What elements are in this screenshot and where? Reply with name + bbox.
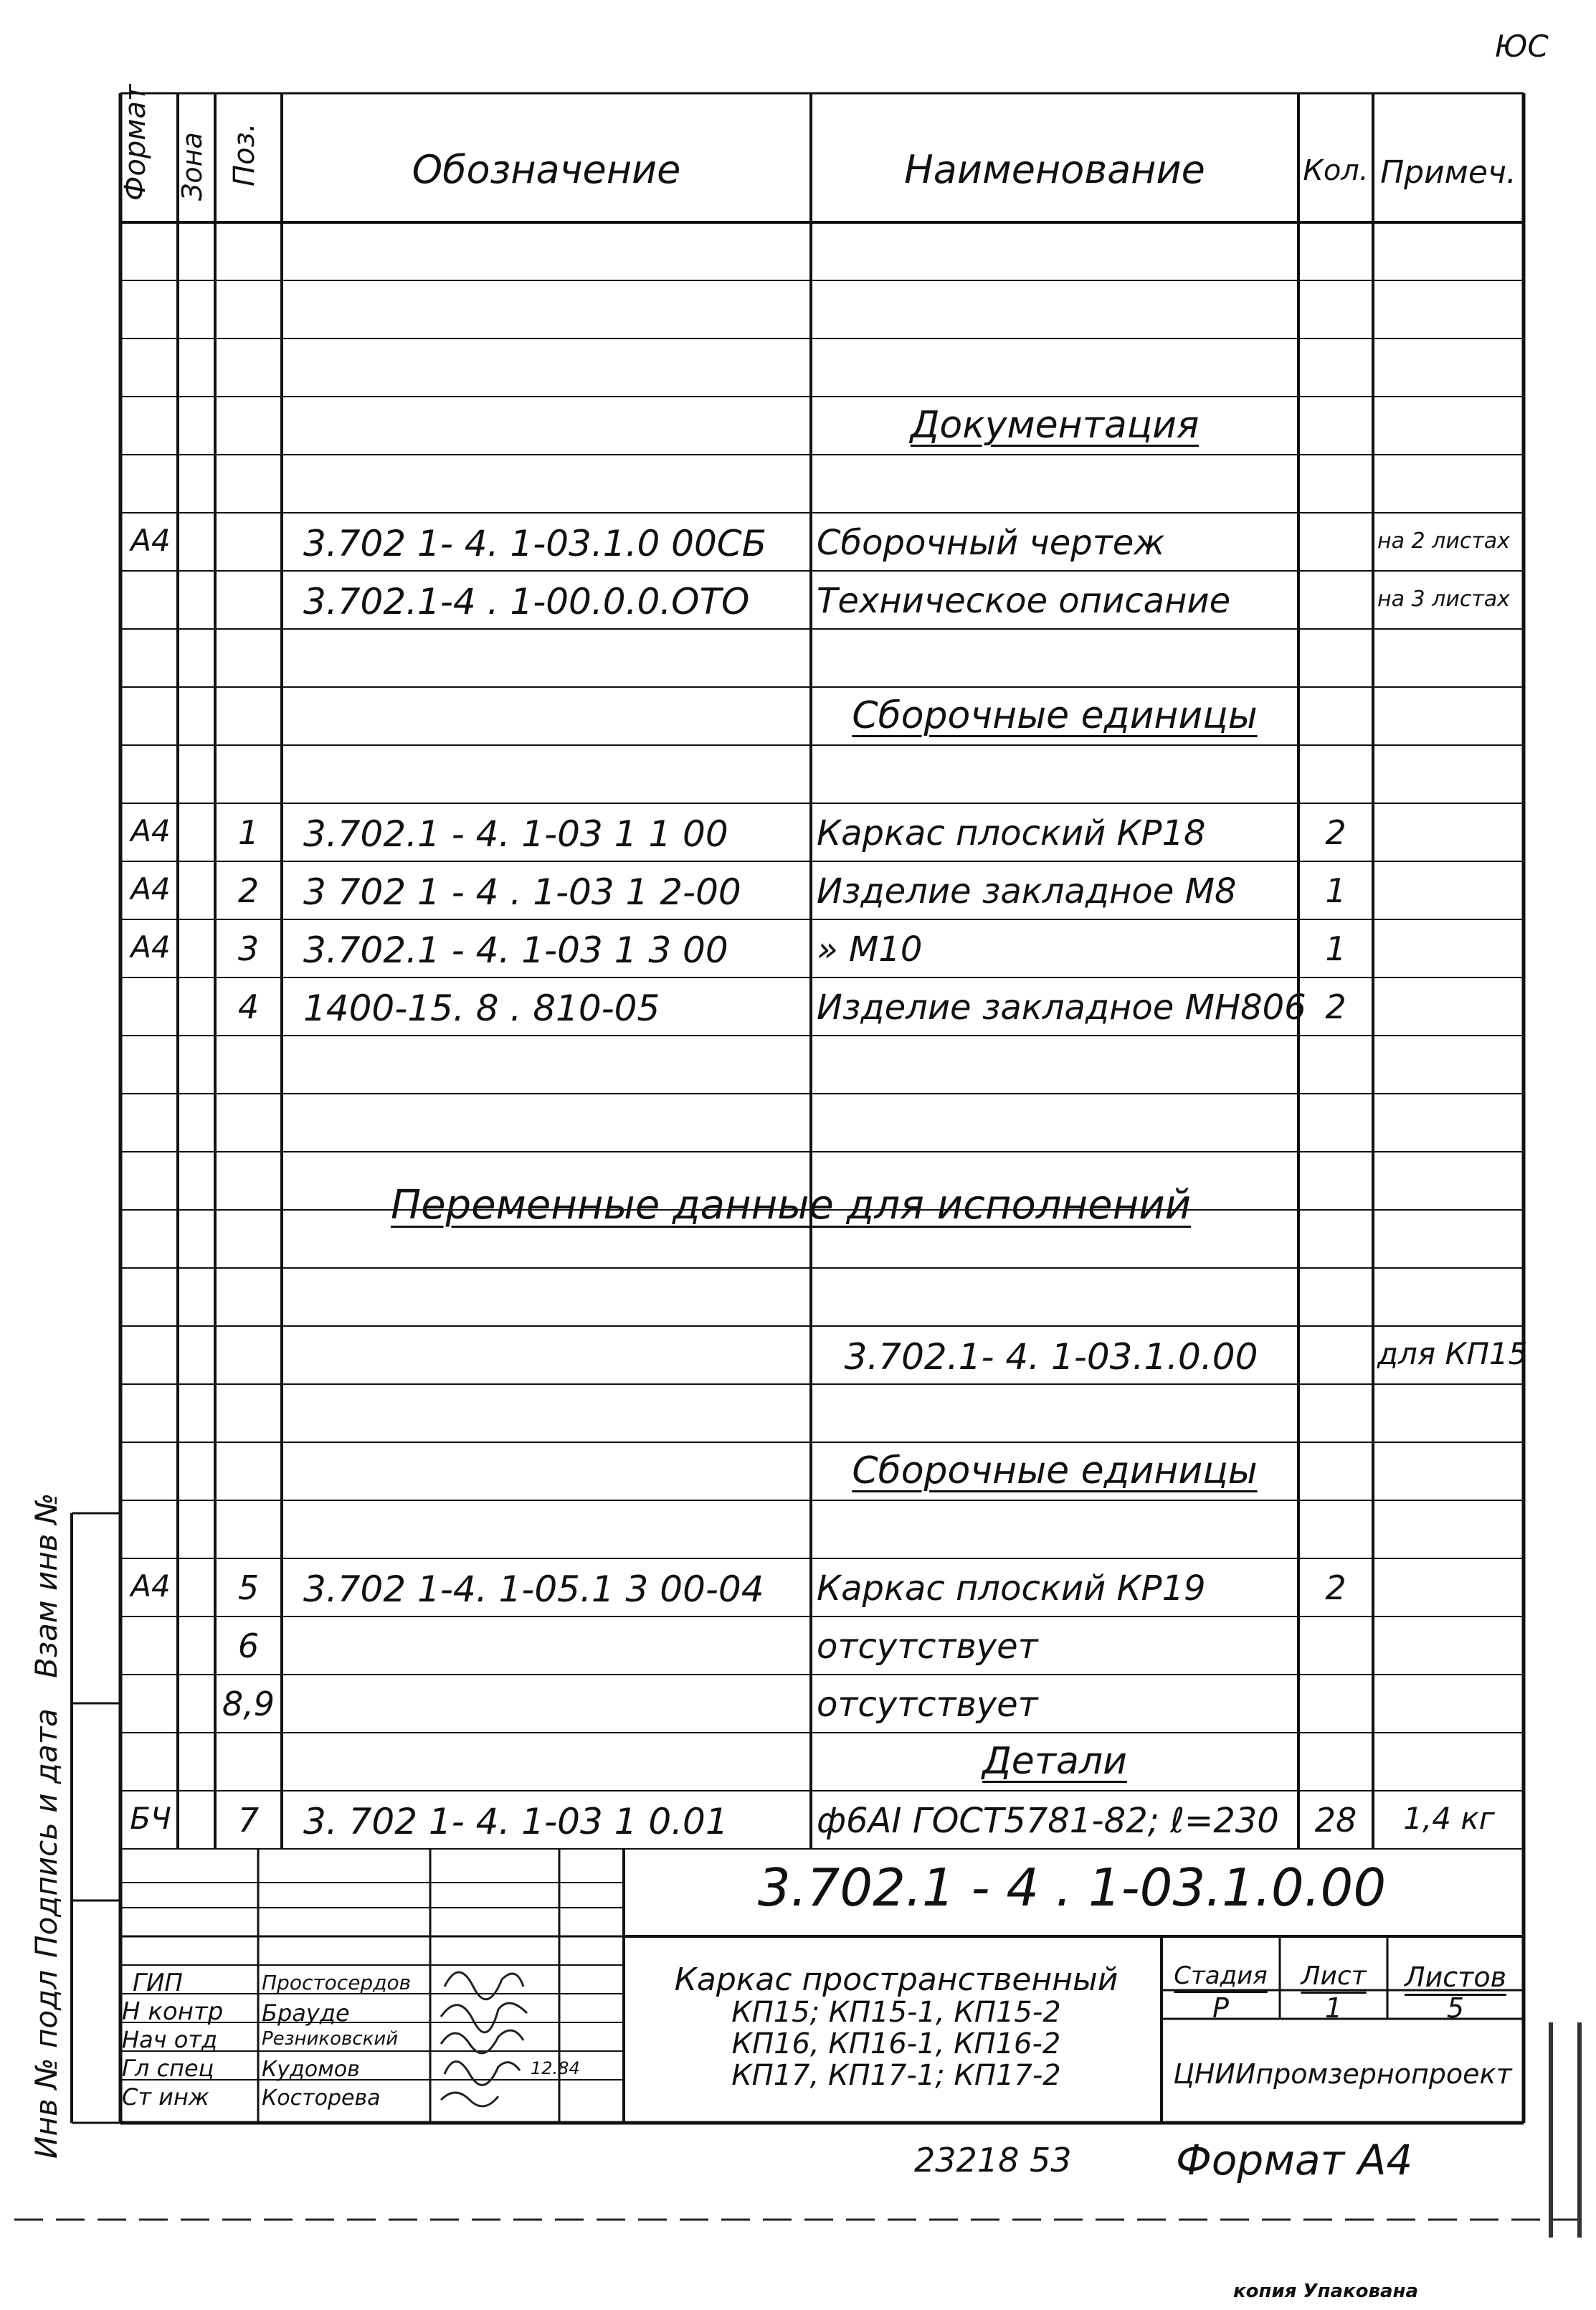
- row-format: А4: [130, 929, 171, 965]
- sheets-label: Листов: [1405, 1961, 1506, 1993]
- row-note: на 2 листах: [1377, 529, 1510, 554]
- bottom-sign: копия Упакована: [1233, 2281, 1419, 2302]
- row-note: на 3 листах: [1377, 587, 1510, 612]
- row-designation: 3 702 1 - 4 . 1-03 1 2-00: [303, 871, 741, 913]
- row-qty: 2: [1325, 813, 1346, 852]
- title-line-3: КП16, КП16-1, КП16-2: [731, 2027, 1061, 2060]
- row-section-title: Сборочные единицы: [852, 694, 1258, 737]
- name-nach-otd: Резниковский: [262, 2028, 399, 2050]
- row-position: 2: [237, 871, 260, 910]
- row-position: 4: [237, 988, 260, 1026]
- sheet-label: Лист: [1301, 1961, 1367, 1991]
- role-gl-spec: Гл спец: [122, 2055, 214, 2082]
- row-position: 7: [237, 1801, 260, 1840]
- row-format: А4: [130, 871, 171, 907]
- side-label-sign-date: Подпись и дата: [29, 1708, 64, 1958]
- row-qty: 28: [1314, 1801, 1357, 1840]
- row-name: Каркас плоский КР19: [817, 1568, 1206, 1609]
- row-name: Изделие закладное М8: [817, 871, 1237, 912]
- row-name: отсутствует: [817, 1685, 1038, 1725]
- row-section-title: Документация: [910, 404, 1200, 447]
- header-pos: Поз.: [228, 123, 261, 186]
- role-nkontr: Н контр: [122, 1997, 224, 2026]
- row-designation: 3.702.1-4 . 1-00.0.0.ОТО: [303, 581, 750, 623]
- row-designation: 3.702 1- 4. 1-03.1.0 00СБ: [303, 523, 766, 564]
- stage-label: Стадия: [1174, 1961, 1268, 1990]
- header-note: Примеч.: [1380, 154, 1516, 191]
- header-qty: Кол.: [1303, 154, 1369, 187]
- doc-number: 3.702.1 - 4 . 1-03.1.0.00: [757, 1857, 1387, 1918]
- row-section-title: Детали: [982, 1740, 1127, 1783]
- name-st-inzh: Косторева: [262, 2086, 381, 2111]
- title-line-2: КП15; КП15-1, КП15-2: [731, 1996, 1061, 2029]
- row-name: » М10: [817, 929, 923, 970]
- header-designation: Обозначение: [412, 147, 681, 192]
- row-name: отсутствует: [817, 1627, 1038, 1667]
- row-position: 3: [237, 929, 260, 968]
- row-qty: 2: [1325, 988, 1346, 1026]
- role-nach-otd: Нач отд: [122, 2026, 218, 2053]
- row-format: А4: [130, 813, 171, 848]
- role-st-inzh: Ст инж: [122, 2083, 209, 2111]
- organization: ЦНИИпромзернопроект: [1173, 2058, 1512, 2090]
- sheet-value: 1: [1324, 1992, 1343, 2024]
- row-section-title: Сборочные единицы: [852, 1449, 1258, 1492]
- row-designation: 3.702.1 - 4. 1-03 1 1 00: [303, 813, 728, 855]
- row-qty: 1: [1325, 871, 1346, 910]
- header-format: Формат: [119, 84, 152, 201]
- side-label-inv-orig: Инв № подл: [29, 1969, 64, 2159]
- stage-value: Р: [1212, 1992, 1229, 2024]
- row-name: Каркас плоский КР18: [817, 813, 1206, 853]
- footer-format: Формат А4: [1176, 2136, 1413, 2184]
- name-nkontr: Брауде: [262, 1999, 350, 2027]
- row-name: Техническое описание: [817, 581, 1231, 621]
- row-note: для КП15: [1377, 1336, 1528, 1371]
- footer-number: 23218 53: [914, 2141, 1072, 2179]
- row-name: ф6АI ГОСТ5781-82; ℓ=230: [817, 1801, 1279, 1841]
- row-format: А4: [130, 1568, 171, 1604]
- row-name: Изделие закладное МН806: [817, 988, 1306, 1028]
- title-line-4: КП17, КП17-1; КП17-2: [731, 2059, 1061, 2092]
- name-gl-spec: Кудомов: [262, 2057, 360, 2082]
- row-designation: 3.702 1-4. 1-05.1 3 00-04: [303, 1568, 764, 1610]
- row-position: 8,9: [222, 1685, 275, 1723]
- row-qty: 2: [1325, 1568, 1346, 1607]
- sheets-value: 5: [1446, 1992, 1465, 2024]
- role-gip: ГИП: [133, 1969, 183, 1997]
- side-label-replace-inv: Взам инв №: [29, 1492, 64, 1678]
- title-line-1: Каркас пространственный: [674, 1961, 1118, 1998]
- row-note: 1,4 кг: [1403, 1801, 1495, 1836]
- row-position: 5: [237, 1568, 260, 1607]
- row-designation: 1400-15. 8 . 810-05: [303, 988, 660, 1029]
- header-zone: Зона: [176, 132, 208, 201]
- date-fragment: 12.84: [531, 2058, 580, 2078]
- row-format: БЧ: [130, 1801, 171, 1836]
- row-position: 1: [237, 813, 260, 852]
- row-format: А4: [130, 523, 171, 558]
- variable-data-heading: Переменные данные для исполнений: [390, 1182, 1191, 1229]
- corner-mark: ЮС: [1495, 29, 1549, 64]
- row-position: 6: [237, 1627, 260, 1665]
- row-qty: 1: [1325, 929, 1346, 968]
- row-designation: 3.702.1- 4. 1-03.1.0.00: [844, 1336, 1258, 1378]
- row-name: Сборочный чертеж: [817, 523, 1165, 563]
- row-designation: 3. 702 1- 4. 1-03 1 0.01: [303, 1801, 728, 1842]
- header-name: Наименование: [904, 147, 1205, 192]
- row-designation: 3.702.1 - 4. 1-03 1 3 00: [303, 929, 728, 971]
- name-gip: Простосердов: [262, 1971, 412, 1994]
